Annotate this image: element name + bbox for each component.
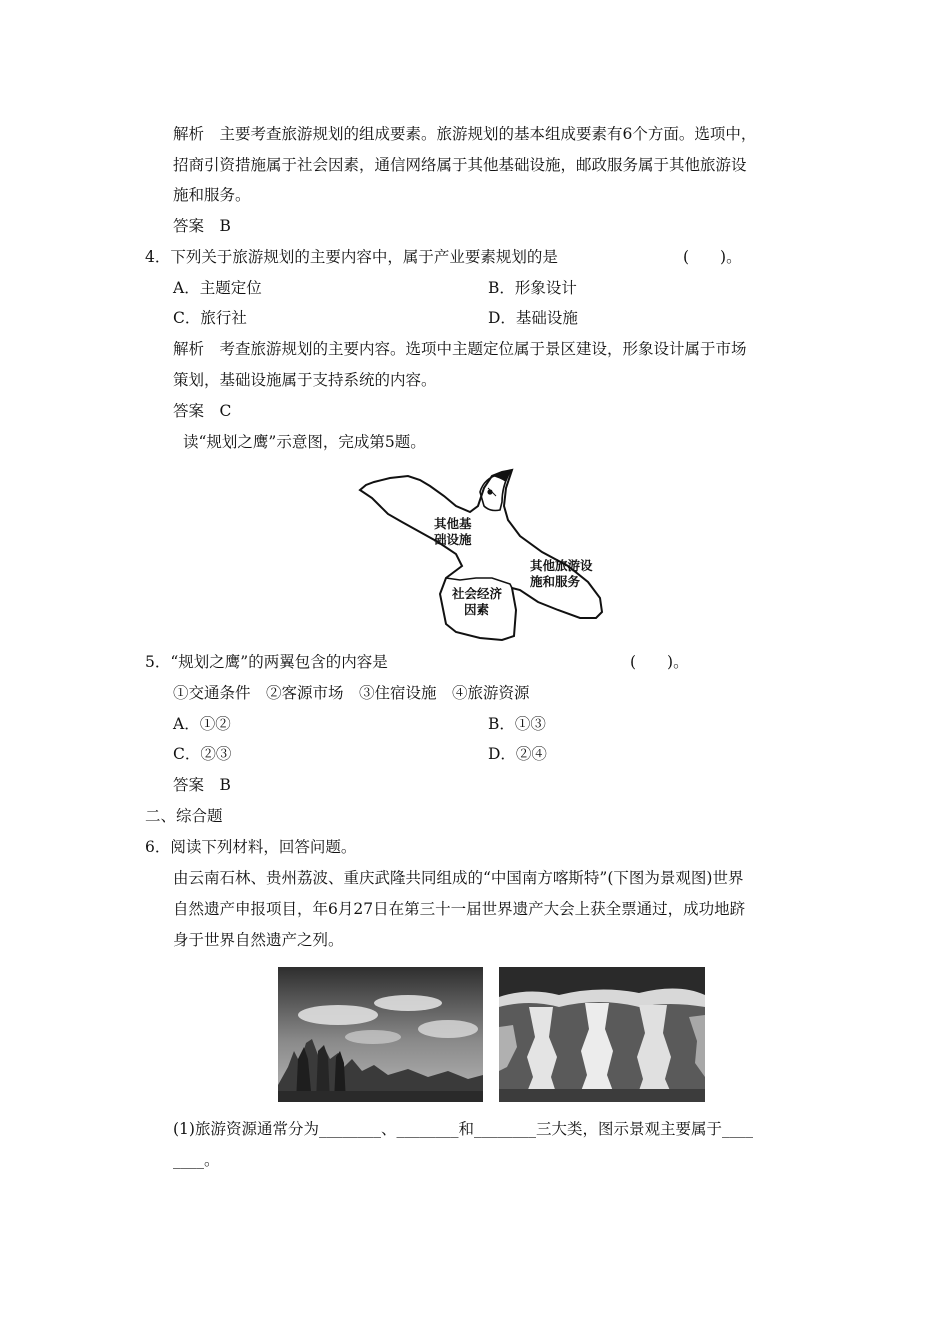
tail-label-2: 因素 — [464, 602, 490, 617]
read-prompt: 读“规划之鹰”示意图，完成第5题。 — [183, 433, 426, 451]
stone-forest-photo — [278, 967, 483, 1102]
section-2-heading: 二、综合题 — [145, 807, 223, 825]
q5-option-d: D．②④ — [488, 745, 547, 763]
q6-stem: 6．阅读下列材料，回答问题。 — [145, 838, 357, 856]
q6-material-line-3: 身于世界自然遗产之列。 — [173, 931, 344, 949]
q3-analysis-line-3: 施和服务。 — [173, 186, 251, 204]
q5-option-c: C．②③ — [173, 745, 232, 763]
q3-analysis-line-1: 解析 主要考查旅游规划的组成要素。旅游规划的基本组成要素有6个方面。选项中， — [173, 125, 757, 143]
tail-label-1: 社会经济 — [452, 586, 503, 601]
karst-cave-photo — [499, 967, 705, 1102]
q4-answer-bracket: ( )。 — [683, 248, 742, 266]
q6-material-line-2: 自然遗产申报项目，年6月27日在第三十一届世界遗产大会上获全票通过，成功地跻 — [173, 900, 746, 918]
left-wing-label-2: 础设施 — [434, 532, 472, 547]
q6-sub1-line-2: ____。 — [173, 1151, 220, 1169]
q6-sub1-line-1: (1)旅游资源通常分为________、________和________三大类，图示景观主要属于____ — [173, 1120, 753, 1138]
q4-analysis-line-1: 解析 考查旅游规划的主要内容。选项中主题定位属于景区建设，形象设计属于市场 — [173, 340, 747, 358]
q4-option-c: C．旅行社 — [173, 309, 247, 327]
q4-option-d: D．基础设施 — [488, 309, 578, 327]
left-wing-label-1: 其他基 — [434, 516, 472, 531]
q5-answer: 答案 B — [173, 776, 231, 794]
q5-items: ①交通条件 ②客源市场 ③住宿设施 ④旅游资源 — [173, 684, 530, 702]
q3-analysis-line-2: 招商引资措施属于社会因素，通信网络属于其他基础设施，邮政服务属于其他旅游设 — [173, 156, 747, 174]
q4-analysis-line-2: 策划，基础设施属于支持系统的内容。 — [173, 371, 437, 389]
q5-stem: 5．“规划之鹰”的两翼包含的内容是 — [145, 653, 388, 671]
q4-answer: 答案 C — [173, 402, 232, 420]
q4-option-b: B．形象设计 — [488, 279, 577, 297]
q5-option-b: B．①③ — [488, 715, 546, 733]
right-wing-label-2: 施和服务 — [530, 574, 581, 589]
q4-option-a: A．主题定位 — [173, 279, 262, 297]
q3-answer: 答案 B — [173, 217, 231, 235]
q6-material-line-1: 由云南石林、贵州荔波、重庆武隆共同组成的“中国南方喀斯特”(下图为景观图)世界 — [173, 869, 744, 887]
planning-eagle-diagram — [352, 466, 628, 646]
q4-stem: 4．下列关于旅游规划的主要内容中，属于产业要素规划的是 — [145, 248, 558, 266]
q5-option-a: A．①② — [173, 715, 231, 733]
right-wing-label-1: 其他旅游设 — [530, 558, 593, 573]
q5-answer-bracket: ( )。 — [630, 653, 689, 671]
